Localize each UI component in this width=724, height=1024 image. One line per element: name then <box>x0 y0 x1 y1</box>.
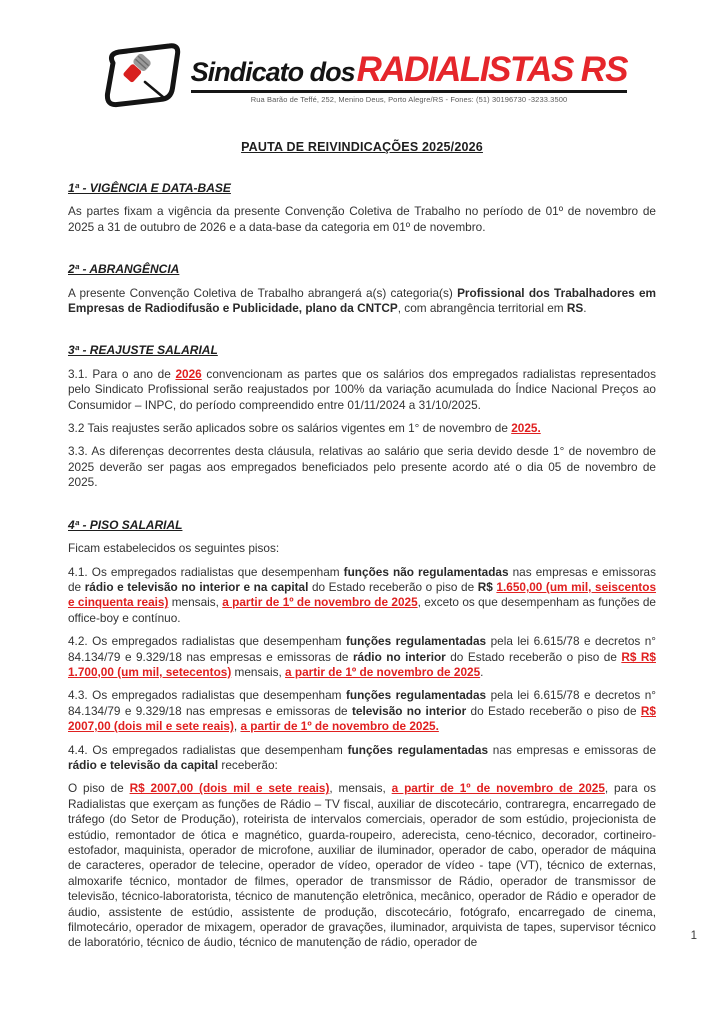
text-run: R$ R$ 1.700,00 (um mil, setecentos) <box>68 649 656 679</box>
text-run: a partir de 1º de novembro de 2025 <box>391 781 605 796</box>
logo-text-prefix: Sindicato dos <box>190 57 355 87</box>
text-run: mensais, <box>231 664 286 679</box>
text-run: 3.3. As diferenças decorrentes desta cláusula, relativas ao salário que seria devido desde 1° de novembro de 2025 deverão ser pagas aos empregados beneficiados pelo presente acordo até o dia 05 de novembro de 2025. <box>68 444 656 490</box>
text-run: R$ 2007,00 (dois mil e sete reais) <box>129 781 330 796</box>
text-run: 4.3. Os empregados radialistas que desempenham <box>68 688 346 703</box>
text-run: convencionam as partes que os salários dos empregados radialistas representados pelo Sindicato Profissional serão reajustados por 100% da variação acumulada do Índice Nacional Preços ao Consumidor – INPC, do período compreendido entre 01/11/2024 a 31/10/2025. <box>68 366 656 412</box>
text-run: rádio no interior <box>352 649 446 664</box>
text-run: . <box>480 664 484 679</box>
logo-divider <box>191 90 628 93</box>
paragraph <box>68 688 656 734</box>
text-run: . <box>583 301 587 316</box>
text-run: 4.1. Os empregados radialistas que desempenham <box>68 564 344 579</box>
page-number: 1 <box>690 930 697 942</box>
text-run: funções regulamentadas <box>345 634 487 649</box>
text-run: , <box>233 719 241 734</box>
text-run: pela lei 6.615/78 e decretos n° 84.134/79 e 9.329/18 nas empresas e emissoras de <box>68 634 657 664</box>
text-run: funções regulamentadas <box>345 688 487 703</box>
paragraph <box>68 421 656 436</box>
text-run: O piso de <box>68 781 130 796</box>
text-run: a partir de 1º de novembro de 2025 <box>222 595 418 610</box>
text-run: nas empresas e emissoras de <box>488 742 657 757</box>
text-run: 3.1. Para o ano de <box>68 366 176 381</box>
section-heading: 4ª - PISO SALARIAL <box>68 517 183 532</box>
text-run: do Estado receberão o piso de <box>466 703 641 718</box>
paragraph <box>68 367 656 413</box>
text-run: do Estado receberão o piso de <box>308 579 478 594</box>
logo-text-block <box>191 42 628 104</box>
microphone-logo-icon <box>97 42 199 110</box>
text-run: 4.2. Os empregados radialistas que desempenham <box>68 634 346 649</box>
text-run: Profissional dos Trabalhadores em Empresas de Radiodifusão e Publicidade, plano da CNTCP <box>68 285 656 316</box>
text-run: rádio e televisão da capital <box>68 757 219 772</box>
text-run: 1.650,00 (um mil, seiscentos e cinquenta reais) <box>68 579 657 610</box>
text-run: 4.4. Os empregados radialistas que desempenham <box>68 742 348 757</box>
paragraph <box>68 444 656 490</box>
text-run: , com abrangência territorial em <box>397 301 567 316</box>
text-run: , exceto os que desempenham as funções de office-boy e contínuo. <box>68 595 656 625</box>
union-logo <box>97 42 628 110</box>
text-run: funções não regulamentadas <box>343 564 509 579</box>
text-run: mensais, <box>168 595 223 610</box>
text-run: a partir de 1º de novembro de 2025 <box>285 664 481 679</box>
paragraph <box>68 634 656 680</box>
text-run: , para os Radialistas que exerçam as funções de Rádio – TV fiscal, auxiliar de discotecário, contraregra, encarregado de tráfego (do Setor de Produção), roteirista de intervalos comerciais, operador de som estúdio, projecionista de estúdio, remontador de ótica e magnético, guarda-roupeiro, aderecista, ceno-técnico, decorador, cortineiro-estofador, maquinista, operador de microfone, auxiliar de iluminador, operador de cabo, operador de máquina de caracteres, operador de telecine, operador de vídeo, operador de vídeo - tape (VT), técnico de externas, almoxarife técnico, montador de filmes, operador de transmissor de Rádio, operador de transmissor de televisão, técnico-laboratorista, técnico de manutenção eletrônica, mecânico, operador de Rádio e operador de áudio, assistente de estúdio, assistente de produção, discotecário, fotógrafo, encarregado de cinema, filmotecário, operador de mixagem, operador de gravações, iluminador, arquivista de tapes, supervisor técnico de laboratório, técnico de áudio, técnico de manutenção de rádio, operador de <box>68 781 656 950</box>
text-run: , mensais, <box>329 781 392 796</box>
text-run: R$ <box>477 579 497 594</box>
text-run: 2026 <box>175 366 202 381</box>
text-run: rádio e televisão no interior e na capital <box>84 579 309 594</box>
text-run: A presente Convenção Coletiva de Trabalho abrangerá a(s) categoria(s) <box>68 285 458 300</box>
logo-address: Rua Barão de Teffé, 252, Menino Deus, Porto Alegre/RS - Fones: (51) 30196730 -3233.3500 <box>250 95 568 104</box>
text-run: televisão no interior <box>351 703 467 718</box>
text-run: receberão: <box>218 757 278 772</box>
text-run: do Estado receberão o piso de <box>445 649 622 664</box>
text-run: RS <box>566 301 584 316</box>
paragraph <box>68 743 656 774</box>
text-run: Ficam estabelecidos os seguintes pisos: <box>68 541 280 556</box>
text-run: pela lei 6.615/78 e decretos n° 84.134/79 e 9.329/18 nas empresas e emissoras de <box>68 688 657 718</box>
paragraph <box>68 541 656 556</box>
text-run: As partes fixam a vigência da presente Convenção Coletiva de Trabalho no período de 01º de novembro de 2025 a 31 de outubro de 2026 e a data-base da categoria em 01º de novembro. <box>68 204 656 234</box>
paragraph <box>68 286 656 317</box>
text-run: R$ 2007,00 (dois mil e sete reais) <box>68 703 656 734</box>
logo-wordmark <box>191 52 628 87</box>
section-heading: 1ª - VIGÊNCIA E DATA-BASE <box>68 181 231 195</box>
section-heading: 3ª - REAJUSTE SALARIAL <box>68 343 218 358</box>
letterhead <box>0 0 724 110</box>
logo-text-suffix: RS <box>580 50 628 89</box>
text-run: 3.2 Tais reajustes serão aplicados sobre os salários vigentes em 1° de novembro de <box>68 421 512 436</box>
document-title: PAUTA DE REIVINDICAÇÕES 2025/2026 <box>241 140 483 154</box>
document-body <box>68 181 656 951</box>
section-heading: 2ª - ABRANGÊNCIA <box>68 262 180 277</box>
text-run: 2025. <box>511 421 541 436</box>
text-run: nas empresas e emissoras de <box>68 564 657 594</box>
paragraph <box>68 781 656 950</box>
paragraph <box>68 204 656 235</box>
paragraph <box>68 565 656 627</box>
text-run: a partir de 1º de novembro de 2025. <box>240 719 439 734</box>
logo-text-main: RADIALISTAS <box>356 50 573 89</box>
text-run: funções regulamentadas <box>347 742 489 757</box>
